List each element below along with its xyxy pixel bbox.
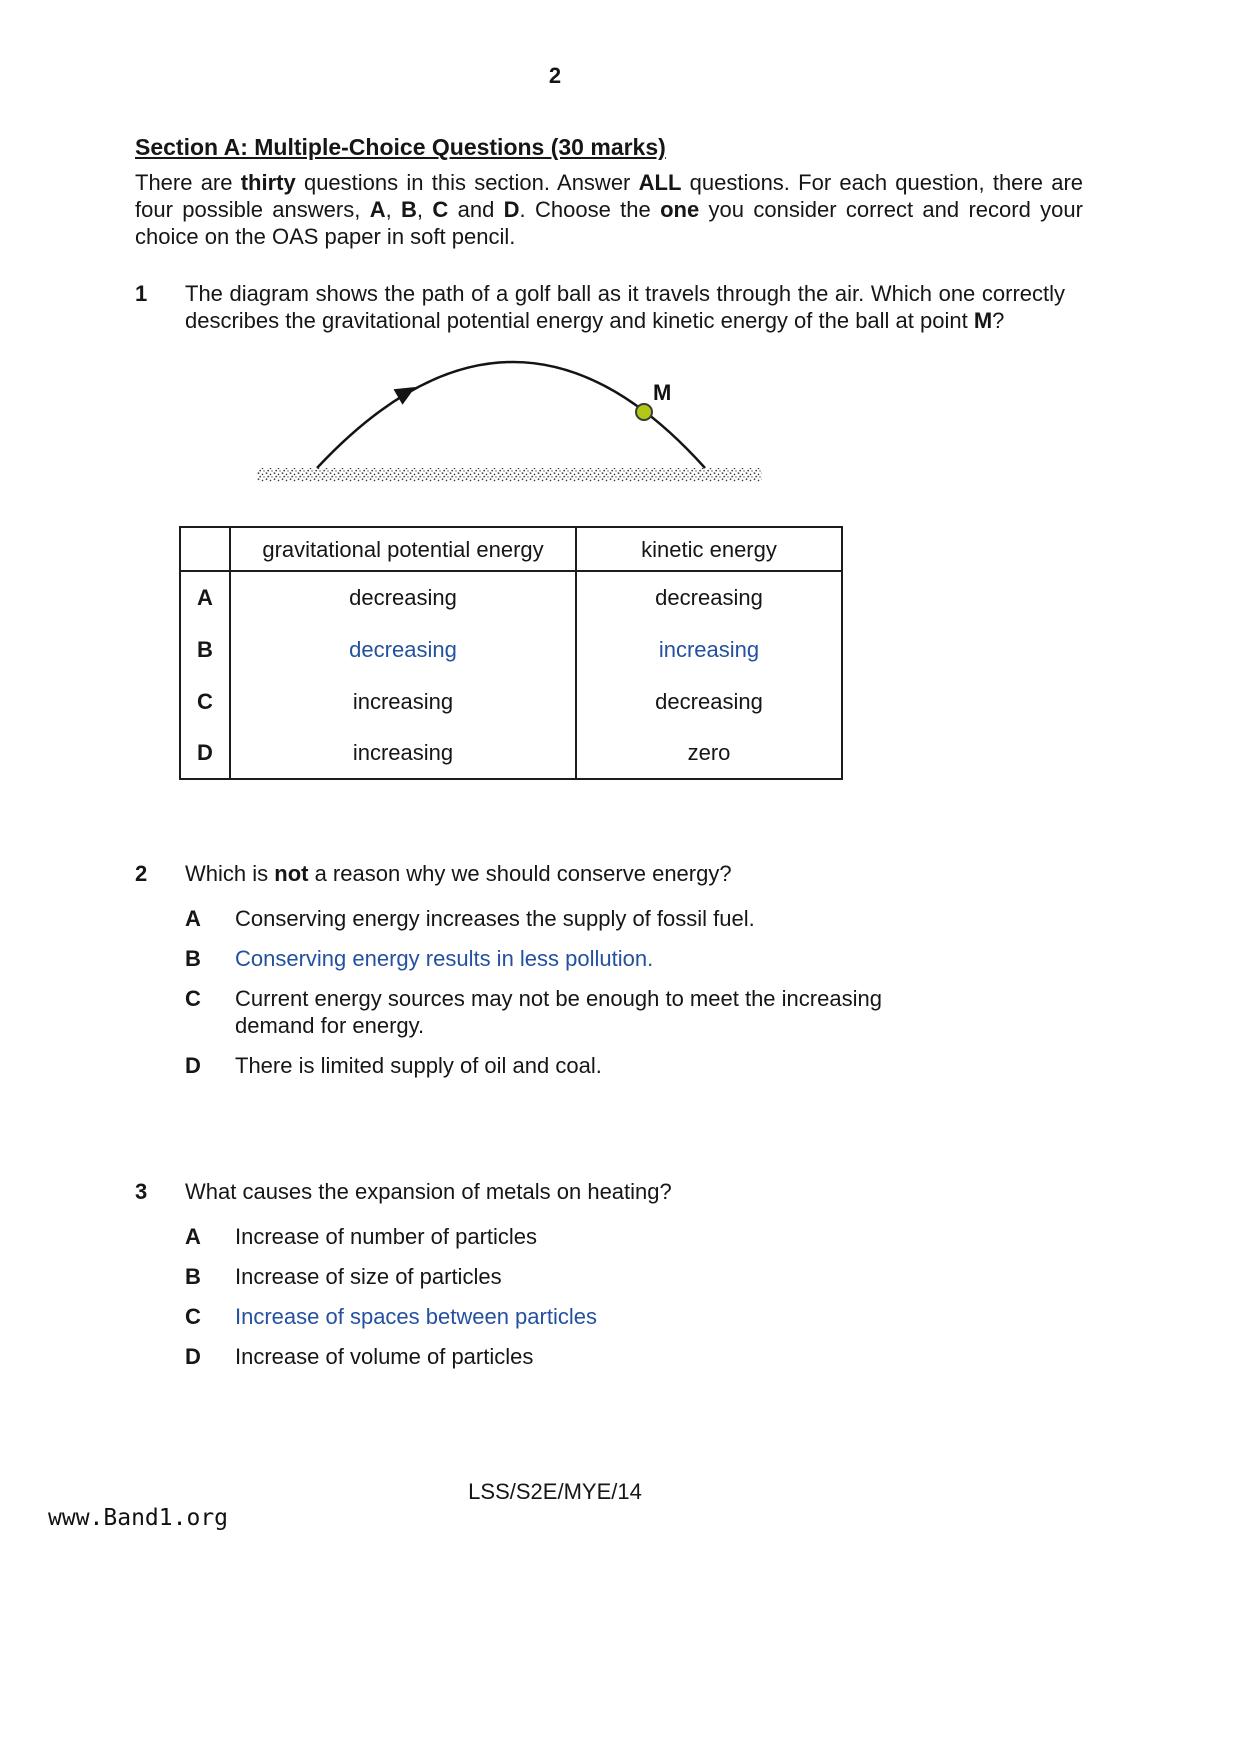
table-cell-gpe: increasing bbox=[230, 675, 576, 727]
page-content bbox=[135, 133, 1083, 1383]
question-1 bbox=[135, 280, 1083, 780]
option-text: There is limited supply of oil and coal. bbox=[235, 1053, 602, 1078]
question-3-options bbox=[185, 1223, 1083, 1370]
question-2-options bbox=[185, 905, 1083, 1079]
point-m-marker bbox=[636, 404, 652, 420]
option-letter: C bbox=[185, 1304, 201, 1329]
golf-ball-trajectory-diagram bbox=[257, 346, 762, 502]
option-b bbox=[185, 945, 1083, 972]
table-cell-ke: increasing bbox=[576, 623, 842, 675]
col-header-gpe: gravitational potential energy bbox=[230, 527, 576, 571]
question-2-body bbox=[185, 860, 1083, 1092]
table-row-b bbox=[180, 623, 842, 675]
table-cell-gpe: decreasing bbox=[230, 571, 576, 623]
question-3 bbox=[135, 1178, 1083, 1383]
option-a bbox=[185, 1223, 1083, 1250]
option-d bbox=[185, 1343, 1083, 1370]
row-letter: C bbox=[197, 688, 213, 714]
ground-texture bbox=[257, 468, 762, 482]
col-header-ke: kinetic energy bbox=[576, 527, 842, 571]
option-letter: D bbox=[185, 1344, 201, 1369]
option-letter: C bbox=[185, 986, 201, 1011]
question-1-text: The diagram shows the path of a golf ball as it travels through the air. Which one correctly describes the gravitational potential energy and kinetic energy of the ball at point M? bbox=[185, 281, 1065, 333]
question-1-body bbox=[185, 280, 1083, 780]
option-letter: A bbox=[185, 906, 201, 931]
table-row-a bbox=[180, 571, 842, 623]
question-3-text: What causes the expansion of metals on heating? bbox=[185, 1179, 672, 1204]
option-letter: B bbox=[185, 1264, 201, 1289]
question-2-text: Which is not a reason why we should conserve energy? bbox=[185, 861, 732, 886]
direction-arrowhead bbox=[394, 379, 420, 405]
table-cell-gpe: increasing bbox=[230, 727, 576, 779]
option-b bbox=[185, 1263, 1083, 1290]
table-cell-ke: decreasing bbox=[576, 675, 842, 727]
option-letter: B bbox=[185, 946, 201, 971]
row-letter: D bbox=[197, 740, 213, 765]
option-letter: D bbox=[185, 1053, 201, 1078]
table-cell-ke: decreasing bbox=[576, 571, 842, 623]
option-text: Current energy sources may not be enough to meet the increasing demand for energy. bbox=[235, 986, 882, 1038]
table-corner-cell bbox=[180, 527, 230, 571]
option-text: Increase of number of particles bbox=[235, 1224, 538, 1249]
option-text: Conserving energy results in less pollution. bbox=[235, 946, 654, 971]
table-header-row bbox=[180, 527, 842, 571]
section-intro: There are thirty questions in this section. Answer ALL questions. For each question, there are four possible answers, A, B, C and D. Choose the one you consider correct and record your choice on the OAS paper in soft pencil. bbox=[135, 170, 1083, 249]
question-3-number: 3 bbox=[135, 1179, 148, 1204]
row-letter: A bbox=[197, 585, 213, 610]
row-letter: B bbox=[197, 636, 213, 662]
option-text: Increase of size of particles bbox=[235, 1264, 502, 1289]
trajectory-svg bbox=[257, 346, 762, 496]
table-row-c bbox=[180, 675, 842, 727]
option-text: Conserving energy increases the supply of fossil fuel. bbox=[235, 906, 755, 931]
option-c bbox=[185, 985, 1083, 1039]
q1-answer-table bbox=[179, 526, 843, 780]
table-cell-gpe: decreasing bbox=[230, 623, 576, 675]
option-d bbox=[185, 1052, 1083, 1079]
option-text: Increase of spaces between particles bbox=[235, 1304, 597, 1329]
page-number: 2 bbox=[548, 63, 562, 88]
table-cell-ke: zero bbox=[576, 727, 842, 779]
option-c bbox=[185, 1303, 1083, 1330]
option-text: Increase of volume of particles bbox=[235, 1344, 534, 1369]
footer-code: LSS/S2E/MYE/14 bbox=[468, 1479, 642, 1504]
question-1-number: 1 bbox=[135, 281, 148, 306]
question-2-number: 2 bbox=[135, 861, 148, 886]
point-m-label: M bbox=[653, 380, 672, 405]
option-letter: A bbox=[185, 1224, 201, 1249]
option-a bbox=[185, 905, 1083, 932]
section-title: Section A: Multiple-Choice Questions (30 marks) bbox=[135, 134, 666, 160]
watermark: www.Band1.org bbox=[48, 1505, 229, 1531]
table-row-d bbox=[180, 727, 842, 779]
question-2 bbox=[135, 860, 1083, 1092]
question-3-body bbox=[185, 1178, 1083, 1383]
